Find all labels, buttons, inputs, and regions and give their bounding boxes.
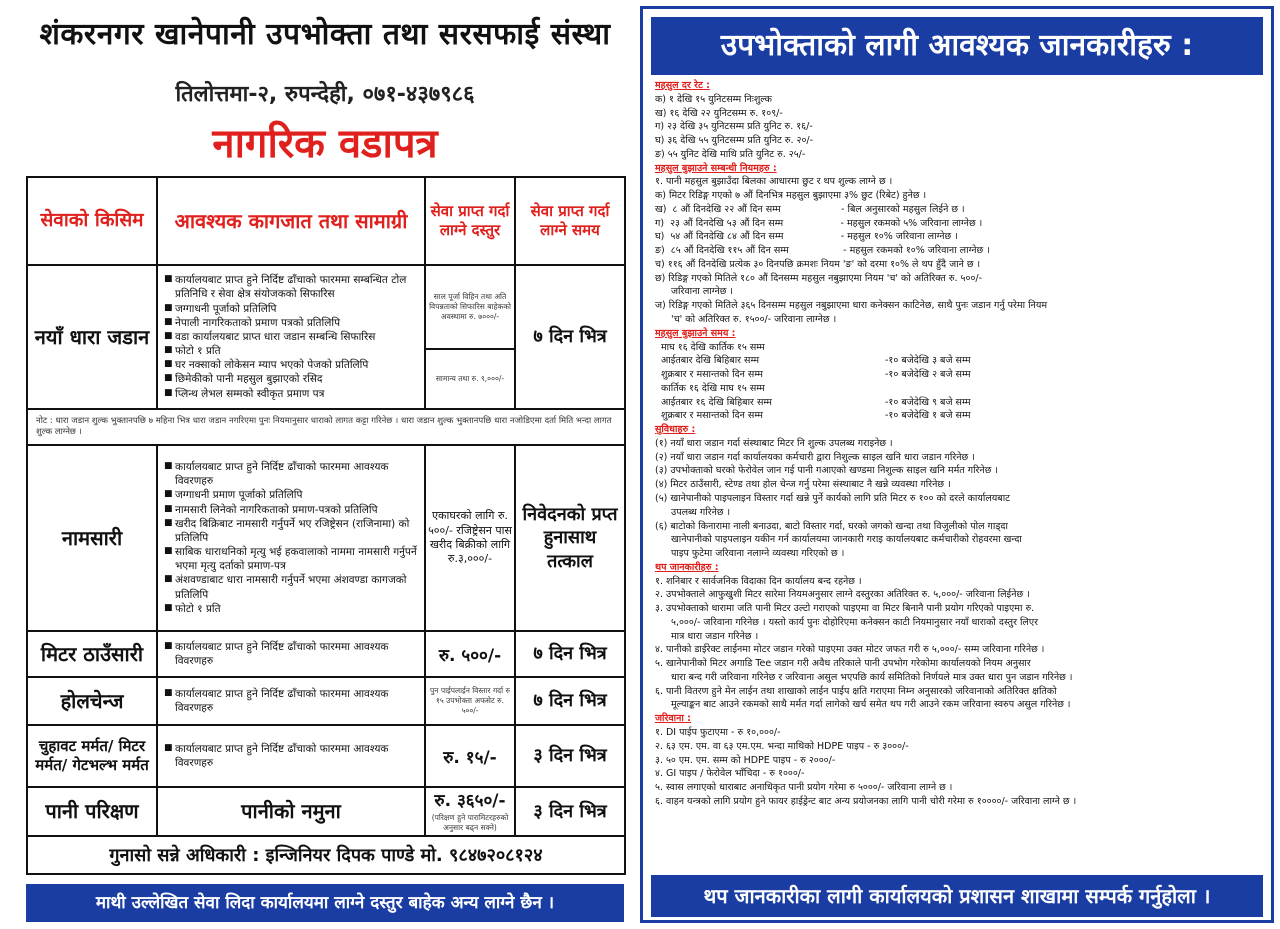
table-row: [27, 445, 625, 631]
list-item: (६) बाटोको किनारामा नाली बनाउदा, बाटो विस्तार गर्दा, घरको जगको खन्दा तथा विजुलीको पोल गाड्दा: [655, 520, 1008, 532]
list-item: क) मिटर रिडिङ्ग गएको ७ औं दिनभित्र महसुल बुझाएमा ३% छुट (रिबेट) हुनेछ ।: [655, 190, 927, 202]
payment-time-title: महसुल बुझाउने समय :: [655, 327, 736, 339]
list-item: च) ११६ औं दिनदेखि प्रत्येक ३० दिनपछि क्रमशः नियम 'ङ' को दरमा १०% ले थप हुँदै जाने छ ।: [655, 258, 981, 270]
time-value: ३ दिन भित्र: [515, 787, 625, 836]
service-name: चुहावट मर्मत/ मिटर मर्मत/ गेटभल्भ मर्मत: [27, 725, 157, 787]
complaint-officer: गुनासो सन्ने अधिकारी : इन्जिनियर दिपक पाण्डे मो. ९८४७२०८१२४: [27, 836, 625, 874]
fee-value: रु. १५/-: [425, 725, 515, 787]
list-item: पाइप फुटेमा जरिवाना नलाग्ने व्यवस्था गरिएको छ ।: [671, 548, 845, 560]
list-item: ग) २३ देखि ३५ युनिटसम्म प्रति युनिट रु. १६/-: [655, 121, 813, 133]
list-item: आईतबार १६ देखि बिहिबार सम्म -१० बजेदेखि ९ बजे सम्म: [661, 396, 971, 408]
payment-rules-title: महसुल बुझाउने सम्बन्धी नियमहरु :: [655, 162, 777, 174]
list-item: ■ फोटो १ प्रति: [164, 344, 418, 358]
list-item: आईतबार देखि बिहिबार सम्म -१० बजेदेखि ३ बजे सम्म: [661, 355, 971, 367]
facilities-list: [655, 437, 1267, 561]
list-item: ख) १६ देखि २२ युनिटसम्म रु. १०९/-: [655, 107, 783, 119]
list-item: घ) ३६ देखि ५५ युनिटसम्म प्रति युनिट रु. २०/-: [655, 135, 814, 147]
list-item: कार्तिक १६ देखि माघ १५ सम्म: [661, 382, 765, 394]
payment-rules-list: [655, 175, 1267, 326]
list-item: ख) ८ औं दिनदेखि २२ औं दिन सम्म - बिल अनुसारको महसुल लिईने छ ।: [655, 203, 965, 215]
time-value: ७ दिन भित्र: [515, 265, 625, 409]
list-item: मात्र धारा जडान गरिनेछ ।: [671, 630, 759, 642]
list-item: ■ छिमेकीको पानी महसुल बुझाएको रसिद: [164, 372, 418, 386]
time-value: निवेदनको प्रप्त हुनासाथ तत्काल: [515, 445, 625, 631]
list-item: ६. पानी वितरण हुने मेन लाईन तथा शाखाको लाईन पाईप क्षति गराएमा निम्न अनुसारको जरिवानाको अतिरिक्त क्षतिको: [655, 685, 1057, 697]
document-list: [157, 445, 425, 631]
fee-value: पुन पाईपलाईन विस्तार गर्दा रु १५ उपभोक्ता अफसेट रु. ५००/-: [425, 677, 515, 725]
list-item: १. शनिबार र सार्वजनिक विदाका दिन कार्यालय बन्द रहनेछ ।: [655, 575, 862, 587]
list-item: २. उपभोक्ताले आफुखुशी मिटर सारेमा नियमअनुसार लाग्ने दस्तुरका अतिरिक्त रु. ५,०००/- जरिवाना लिईनेछ ।: [655, 589, 1030, 601]
header-fee: सेवा प्राप्त गर्दा लाग्ने दस्तुर: [425, 177, 515, 265]
list-item: खानेपानीको पाइपलाइन यकीन गर्न कार्यालयमा जानकारी गराइ कार्यालयबाट कर्मचारीको रोहवरमा खन्दा: [671, 534, 1022, 546]
additional-info-list: [655, 575, 1267, 713]
list-item: ■ प्लिन्थ लेभल सम्मको स्वीकृत प्रमाण पत्र: [164, 387, 418, 401]
fines-list: [655, 726, 1267, 809]
list-item: माघ १६ देखि कार्तिक १५ सम्म: [661, 341, 765, 353]
note-text: नोट : धारा जडान शुल्क भुक्तानपछि ७ महिना भित्र धारा जडान नगरिएमा पुनः नियमानुसार धाराको लागत कट्टा गरिनेछ । धारा जडान शुल्क भुक्तानपछि धारा नजोडिएमा दर्ता मिति भन्दा लागत शुल्क लाग्नेछ ।: [27, 409, 625, 445]
list-item: (५) खानेपानीको पाइपलाइन विस्तार गर्दा खन्ने पुर्ने कार्यको लागि प्रति मिटर रु १०० को दरले कार्यालयबाट: [655, 492, 1010, 504]
additional-info-title: थप जानकारीहरु :: [655, 561, 719, 573]
table-row: [27, 265, 625, 349]
facilities-title: सुविधाहरु :: [655, 424, 696, 436]
header-documents: आवश्यक कागजात तथा सामाग्री: [157, 177, 425, 265]
tariff-title: महसुल दर रेट :: [655, 80, 710, 91]
list-item: (२) नयाँ धारा जडान गर्दा कार्यालयका कर्मचारी द्वारा निशुल्क साइल खनि धारा जडान गरिनेछ ।: [655, 451, 975, 463]
table-header-row: [27, 177, 625, 265]
list-item: 'च' को अतिरिक्त रु. १५००/- जरिवाना लाग्नेछ ।: [671, 314, 837, 326]
header-service-type: सेवाको किसिम: [27, 177, 157, 265]
list-item: शुक्रबार र मसान्तको दिन सम्म -१० बजेदेखि २ बजे सम्म: [661, 369, 971, 381]
list-item: (४) मिटर ठाउँसारी, स्टेण्ड तथा होल चेन्ज गर्नु परेमा संस्थाबाट नै खन्ने व्यवस्था गरिनेछ ।: [655, 479, 951, 491]
list-item: (१) नयाँ धारा जडान गर्दा संस्थाबाट मिटर नि शुल्क उपलब्ध गराइनेछ ।: [655, 437, 893, 449]
list-item: ३. ५० एम. एम. सम्म को HDPE पाइप - रु २०००/-: [655, 754, 836, 766]
list-item: ४. GI पाइप / फेरोवेल भाँचिदा - रु १०००/-: [655, 768, 805, 780]
fee-note: (परिक्षण हुने पारामिटरहरुको अनुसार बढ्न सक्ने): [431, 813, 509, 832]
list-item: ङ) ५५ युनिट देखि माथि प्रति युनिट रु. २५/-: [655, 148, 806, 160]
list-item: ग) २३ औं दिनदेखि ५३ औं दिन सम्म - महसुल रकमको ५% जरिवाना लाग्नेछ ।: [655, 217, 983, 229]
table-row: [27, 409, 625, 445]
citizen-charter-panel: [22, 6, 628, 923]
time-value: ३ दिन भित्र: [515, 725, 625, 787]
time-value: ७ दिन भित्र: [515, 677, 625, 725]
header-time: सेवा प्राप्त गर्दा लाग्ने समय: [515, 177, 625, 265]
list-item: ■ नामसारी लिनेको नागरिकताको प्रमाण-पत्रको प्रतिलिपि: [164, 503, 418, 517]
list-item: ■ कार्यालयबाट प्राप्त हुने निर्दिष्ट ढाँचाको फारममा आवश्यक विवरणहरु: [164, 687, 418, 715]
time-value: ७ दिन भित्र: [515, 631, 625, 677]
list-item: ४. पानीको डाईरेक्ट लाईनमा मोटर जडान गरेको पाइएमा उक्त मोटर जफत गरी रु ५,०००/- सम्म जरिवाना गरिनेछ ।: [655, 644, 1045, 656]
list-item: ■ जग्गाधनी प्रमाण पूर्जाको प्रतिलिपि: [164, 488, 418, 502]
document-value: पानीको नमुना: [157, 787, 425, 836]
consumer-info-body: [655, 79, 1267, 809]
list-item: जरिवाना लाग्नेछ ।: [671, 286, 734, 298]
tariff-list: [655, 93, 1267, 162]
list-item: ■ कार्यालयबाट प्राप्त हुने निर्दिष्ट ढाँचाको फारममा आवश्यक विवरणहरु: [164, 640, 418, 668]
list-item: घ) ५४ औं दिनदेखि ८४ औं दिन सम्म - महसुल १०% जरिवाना लाग्नेछ ।: [655, 231, 958, 243]
fines-title: जरिवाना :: [655, 713, 691, 725]
list-item: ■ अंशवण्डाबाट धारा नामसारी गर्नुपर्ने भएमा अंशवण्डा कागजको प्रतिलिपि: [164, 573, 418, 601]
table-row: [27, 631, 625, 677]
right-footer-banner: थप जानकारीका लागी कार्यालयको प्रशासन शाखामा सम्पर्क गर्नुहोला ।: [651, 875, 1263, 917]
fee-value: साल पूर्जा विहिन तथा अति विपन्नताको सिफारिस बाहेकको अवस्थामा रु. ७०००/-: [425, 265, 515, 349]
fee-cell: [425, 787, 515, 836]
list-item: ■ कार्यालयबाट प्राप्त हुने निर्दिष्ट ढाँचाको फारममा आवश्यक विवरणहरु: [164, 460, 418, 488]
list-item: ■ फोटो १ प्रति: [164, 602, 418, 616]
list-item: २. ६३ एम. एम. वा ६३ एम.एम. भन्दा माथिको HDPE पाइप - रु ३०००/-: [655, 740, 909, 752]
list-item: ■ साबिक धाराधनिको मृत्यु भई हकवालाको नाममा नामसारी गर्नुपर्ने भएमा मृत्यु दर्ताको प्रमाण-पत्र: [164, 545, 418, 573]
list-item: ङ) ८५ औं दिनदेखि ११५ औं दिन सम्म - महसुल रकमको १०% जरिवाना लाग्नेछ ।: [655, 245, 990, 257]
document-list: [157, 631, 425, 677]
consumer-info-title: उपभोक्ताको लागी आवश्यक जानकारीहरु :: [651, 17, 1263, 75]
service-table: [26, 176, 626, 875]
list-item: ■ कार्यालयबाट प्राप्त हुने निर्दिष्ट ढाँचाको फारममा सम्बन्धित टोल प्रतिनिधि र सेवा क्षेत्र संयोजकको सिफारिस: [164, 273, 418, 301]
list-item: छ) रिडिङ्ग गएको मितिले १८० औं दिनसम्म महसुल नबुझाएमा नियम 'च' को अतिरिक्त रु. ५००/-: [655, 272, 983, 284]
payment-time-list: [655, 341, 1267, 424]
consumer-info-panel: [640, 6, 1274, 923]
list-item: मूल्याङ्कन बाट आउने रकमको साथै मर्मत गर्दा लागेको खर्च समेत थप गरी आउने रकम जरिवाना स्वरुप असुल गरिनेछ ।: [671, 699, 1071, 711]
list-item: ■ वडा कार्यालयबाट प्राप्त धारा जडान सम्बन्धि सिफारिस: [164, 330, 418, 344]
list-item: उपलब्ध गरिनेछ ।: [671, 506, 731, 518]
organization-address: तिलोत्तमा-२, रुपन्देही, ०७१-४३७९८६: [175, 82, 475, 107]
service-name: नयाँ धारा जडान: [27, 265, 157, 409]
list-item: ६. वाहन यन्त्रको लागि प्रयोग हुने फायर हाईड्रेन्ट बाट अन्य प्रयोजनका लागि पानी चोरी गरेमा रु १००००/- जरिवाना लाग्ने छ ।: [655, 795, 1077, 807]
list-item: १. पानी महसुल बुझाउँदा बिलका आधारमा छुट र थप शुल्क लाग्ने छ ।: [655, 176, 893, 188]
list-item: ५. खानेपानीको मिटर अगाडि Tee जडान गरी अवैध तरिकाले पानी उपभोग गरेकोमा कार्यालयको नियम अनुसार: [655, 658, 1031, 670]
charter-title: नागरिक वडापत्र: [212, 121, 438, 167]
list-item: १. DI पाईप फुटाएमा - रु १०,०००/-: [655, 726, 781, 738]
document-list: [157, 677, 425, 725]
list-item: ■ खरीद बिक्रिबाट नामसारी गर्नुपर्ने भए रजिष्ट्रेसन (राजिनामा) को प्रतिलिपि: [164, 517, 418, 545]
fee-value: सामान्य तथा रु. ९,०००/-: [425, 349, 515, 409]
service-name: मिटर ठाउँसारी: [27, 631, 157, 677]
fee-value: रु. ३६५०/-: [434, 791, 506, 811]
list-item: धारा बन्द गरी जरिवाना गरिनेछ र जरिवाना असुल भएपछि कार्य समितिको निर्णयले मात्र उक्त धारा पुन जडान गरिनेछ ।: [671, 671, 1073, 683]
document-list: [157, 265, 425, 409]
list-item: क) १ देखि १५ युनिटसम्म निःशुल्क: [655, 93, 772, 105]
table-row: [27, 677, 625, 725]
fee-value: रु. ५००/-: [425, 631, 515, 677]
list-item: ■ घर नक्साको लोकेसन म्याप भएको पेजको प्रतिलिपि: [164, 358, 418, 372]
document-list: [157, 725, 425, 787]
list-item: शुक्रबार र मसान्तको दिन सम्म -१० बजेदेखि १ बजे सम्म: [661, 410, 971, 422]
service-name: पानी परिक्षण: [27, 787, 157, 836]
table-row: [27, 787, 625, 836]
list-item: ५,०००/- जरिवाना गरिनेछ । यस्तो कार्य पुनः दोहोरिएमा कनेक्सन काटी नियमानुसार नयाँ धाराको दस्तुर लिएर: [671, 616, 1039, 628]
table-row: [27, 725, 625, 787]
list-item: ३. उपभोक्ताको धारामा जति पानी मिटर उल्टो गराएको पाइएमा वा मिटर बिनानै पानी प्रयोग गरिएको पाइएमा रु.: [655, 603, 1035, 615]
list-item: ५. स्वास लगाएको धाराबाट अनाधिकृत पानी प्रयोग गरेमा रु ५०००/- जरिवाना लाग्ने छ ।: [655, 782, 953, 794]
list-item: ज) रिडिङ्ग गएको मितिले ३६५ दिनसम्म महसुल नबुझाएमा धारा कनेक्सन काटिनेछ, साथै पुनः जडान गर्नु परेमा नियम: [655, 300, 1048, 312]
list-item: ■ जग्गाधनी पूर्जाको प्रतिलिपि: [164, 302, 418, 316]
fee-value: एकाघरको लागि रु. ५००/- रजिष्ट्रेसन पास खरीद बिक्रीको लागि रु.३,०००/-: [425, 445, 515, 631]
list-item: (३) उपभोक्ताको घरको फेरोवेल जान गई पानी गआएको खण्डमा निशुल्क साइल खनि मर्मत गरिनेछ ।: [655, 465, 998, 477]
service-name: होलचेन्ज: [27, 677, 157, 725]
organization-name: शंकरनगर खानेपानी उपभोक्ता तथा सरसफाई संस्था: [39, 17, 611, 52]
service-name: नामसारी: [27, 445, 157, 631]
list-item: ■ नेपाली नागरिकताको प्रमाण पत्रको प्रतिलिपि: [164, 316, 418, 330]
table-row: [27, 836, 625, 874]
left-footer-banner: माथी उल्लेखित सेवा लिदा कार्यालयमा लाग्ने दस्तुर बाहेक अन्य लाग्ने छैन ।: [26, 884, 624, 922]
list-item: ■ कार्यालयबाट प्राप्त हुने निर्दिष्ट ढाँचाको फारममा आवश्यक विवरणहरु: [164, 742, 418, 770]
